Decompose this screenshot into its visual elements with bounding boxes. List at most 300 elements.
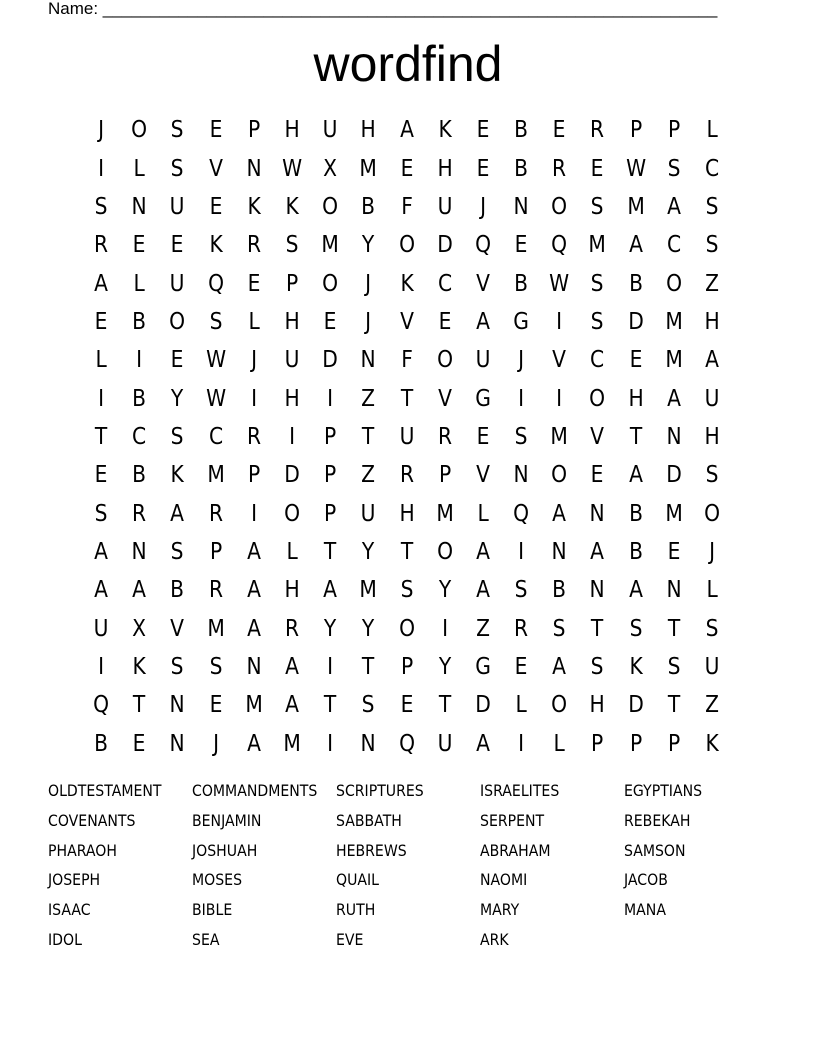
- grid-letter: I: [250, 385, 257, 412]
- grid-letter: E: [209, 193, 223, 220]
- grid-letter: R: [284, 615, 300, 642]
- grid-letter: I: [98, 653, 105, 680]
- grid-letter: R: [246, 232, 261, 259]
- grid-letter: A: [666, 385, 681, 412]
- grid-letter: I: [518, 730, 525, 757]
- word-list-item: BIBLE: [192, 900, 233, 920]
- grid-letter: B: [514, 117, 529, 144]
- grid-letter: O: [398, 615, 415, 642]
- grid-letter: B: [552, 577, 567, 604]
- grid-letter: U: [437, 193, 453, 220]
- grid-letter: R: [552, 155, 567, 182]
- grid-letter: A: [476, 308, 490, 335]
- grid-letter: H: [704, 308, 720, 335]
- grid-letter: L: [286, 538, 298, 565]
- word-list-item: OLDTESTAMENT: [48, 781, 162, 800]
- grid-letter: S: [514, 577, 528, 604]
- grid-letter: Q: [398, 730, 415, 757]
- grid-letter: S: [171, 155, 184, 182]
- grid-letter: L: [248, 308, 260, 335]
- grid-letter: N: [169, 730, 186, 757]
- grid-letter: E: [476, 423, 490, 450]
- grid-letter: I: [518, 538, 525, 565]
- grid-letter: K: [438, 117, 452, 144]
- grid-letter: E: [591, 155, 604, 182]
- grid-letter: K: [132, 653, 146, 680]
- grid-letter: A: [285, 653, 299, 680]
- grid-letter: B: [361, 193, 376, 220]
- grid-letter: S: [171, 538, 184, 565]
- grid-letter: V: [476, 462, 490, 489]
- grid-letter: J: [365, 308, 372, 335]
- grid-letter: A: [285, 692, 299, 719]
- grid-letter: M: [436, 500, 454, 527]
- grid-letter: H: [284, 577, 300, 604]
- grid-letter: M: [359, 577, 378, 604]
- grid-letter: C: [705, 155, 720, 182]
- grid-letter: J: [709, 538, 716, 565]
- grid-letter: S: [667, 155, 681, 182]
- grid-letter: E: [132, 232, 146, 259]
- grid-letter: N: [169, 692, 186, 719]
- grid-letter: B: [170, 577, 185, 604]
- grid-letter: N: [360, 347, 376, 374]
- grid-letter: N: [360, 730, 376, 757]
- grid-letter: U: [704, 385, 720, 412]
- grid-letter: S: [361, 692, 375, 719]
- grid-letter: N: [589, 577, 606, 604]
- grid-letter: A: [399, 117, 414, 144]
- grid-letter: O: [436, 347, 453, 374]
- grid-letter: N: [666, 577, 682, 604]
- word-list-item: JACOB: [624, 870, 668, 890]
- grid-letter: P: [667, 117, 681, 144]
- grid-letter: E: [591, 462, 604, 489]
- grid-letter: V: [590, 423, 605, 450]
- grid-letter: R: [514, 615, 529, 642]
- grid-letter: Y: [171, 385, 184, 412]
- grid-letter: A: [246, 538, 261, 565]
- word-list-item: JOSHUAH: [192, 840, 258, 860]
- grid-letter: A: [323, 577, 338, 604]
- grid-letter: G: [475, 385, 491, 412]
- grid-letter: I: [556, 385, 563, 412]
- grid-letter: M: [588, 232, 607, 259]
- grid-letter: V: [399, 308, 414, 335]
- grid-letter: A: [246, 577, 261, 604]
- grid-letter: E: [438, 308, 452, 335]
- grid-letter: E: [132, 730, 146, 757]
- grid-letter: Q: [551, 232, 568, 259]
- grid-letter: H: [284, 385, 300, 412]
- grid-letter: S: [94, 500, 108, 527]
- word-list-item: MARY: [480, 900, 520, 920]
- word-list-item: REBEKAH: [624, 810, 691, 830]
- grid-letter: H: [628, 385, 644, 412]
- grid-letter: A: [94, 270, 109, 297]
- grid-letter: J: [98, 117, 105, 144]
- grid-letter: C: [590, 347, 605, 374]
- grid-letter: Y: [438, 577, 451, 604]
- grid-letter: E: [476, 117, 490, 144]
- grid-letter: I: [250, 500, 257, 527]
- grid-letter: B: [132, 385, 147, 412]
- grid-letter: B: [94, 730, 109, 757]
- word-list-item: JOSEPH: [48, 870, 101, 890]
- grid-letter: E: [629, 347, 643, 374]
- grid-letter: Q: [93, 692, 110, 719]
- word-list-item: HEBREWS: [336, 840, 407, 860]
- grid-letter: L: [133, 270, 145, 297]
- grid-letter: L: [706, 117, 718, 144]
- grid-letter: K: [285, 193, 299, 220]
- grid-letter: Z: [361, 462, 376, 489]
- grid-letter: M: [245, 692, 263, 719]
- grid-letter: N: [131, 538, 147, 565]
- grid-letter: Z: [705, 270, 720, 297]
- grid-letter: I: [327, 653, 334, 680]
- grid-letter: V: [208, 155, 223, 182]
- grid-letter: R: [437, 423, 452, 450]
- grid-letter: H: [398, 500, 415, 527]
- word-list-item: SAMSON: [624, 840, 686, 860]
- grid-letter: D: [627, 692, 644, 719]
- grid-letter: S: [285, 232, 299, 259]
- grid-letter: T: [94, 423, 108, 450]
- grid-letter: U: [475, 347, 491, 374]
- grid-letter: O: [665, 270, 682, 297]
- grid-letter: Y: [362, 232, 375, 259]
- grid-letter: L: [515, 692, 527, 719]
- grid-letter: U: [322, 117, 338, 144]
- grid-letter: S: [705, 232, 719, 259]
- grid-letter: Z: [476, 615, 490, 642]
- grid-letter: O: [284, 500, 300, 527]
- grid-letter: S: [209, 308, 223, 335]
- grid-letter: S: [591, 270, 604, 297]
- grid-letter: W: [549, 270, 570, 297]
- grid-letter: T: [324, 692, 337, 719]
- grid-letter: T: [362, 653, 375, 680]
- grid-letter: M: [665, 308, 683, 335]
- grid-letter: I: [327, 730, 334, 757]
- grid-letter: T: [438, 692, 451, 719]
- page-title: wordfind: [313, 36, 503, 92]
- grid-letter: O: [322, 193, 339, 220]
- grid-letter: N: [246, 653, 262, 680]
- grid-letter: X: [132, 615, 147, 642]
- grid-letter: P: [324, 500, 337, 527]
- grid-letter: D: [284, 462, 300, 489]
- grid-letter: H: [360, 117, 377, 144]
- grid-letter: X: [323, 155, 338, 182]
- grid-letter: W: [205, 385, 226, 412]
- grid-letter: N: [131, 193, 147, 220]
- grid-letter: A: [552, 500, 567, 527]
- grid-letter: E: [209, 117, 223, 144]
- grid-letter: T: [324, 538, 337, 565]
- grid-letter: Y: [438, 653, 451, 680]
- grid-letter: F: [400, 347, 413, 374]
- grid-letter: A: [246, 615, 261, 642]
- grid-letter: W: [282, 155, 303, 182]
- grid-letter: O: [551, 193, 568, 220]
- grid-letter: S: [209, 653, 223, 680]
- grid-letter: I: [289, 423, 296, 450]
- word-list: [48, 778, 768, 957]
- word-list-item: SABBATH: [336, 810, 402, 830]
- grid-letter: A: [94, 577, 109, 604]
- grid-letter: A: [628, 232, 643, 259]
- grid-letter: L: [553, 730, 565, 757]
- grid-letter: D: [475, 692, 491, 719]
- grid-letter: I: [136, 347, 143, 374]
- grid-letter: E: [323, 308, 337, 335]
- grid-letter: Y: [362, 615, 375, 642]
- grid-letter: P: [247, 462, 260, 489]
- grid-letter: O: [131, 117, 148, 144]
- grid-letter: A: [94, 538, 109, 565]
- grid-letter: D: [322, 347, 339, 374]
- name-field-line: Name: _________________________________________________________________: [48, 0, 718, 18]
- grid-letter: S: [705, 615, 719, 642]
- grid-letter: M: [665, 500, 683, 527]
- grid-letter: V: [476, 270, 490, 297]
- grid-letter: V: [552, 347, 567, 374]
- grid-letter: J: [365, 270, 372, 297]
- letter-grid: [82, 111, 731, 763]
- grid-letter: P: [629, 730, 642, 757]
- grid-letter: T: [400, 385, 413, 412]
- grid-letter: P: [667, 730, 681, 757]
- grid-letter: J: [518, 347, 525, 374]
- grid-letter: F: [400, 193, 413, 220]
- grid-letter: R: [246, 423, 261, 450]
- grid-letter: S: [400, 577, 414, 604]
- grid-letter: R: [208, 500, 223, 527]
- grid-letter: E: [94, 462, 108, 489]
- grid-letter: R: [94, 232, 109, 259]
- word-list-item: EGYPTIANS: [624, 781, 703, 800]
- grid-letter: B: [132, 462, 147, 489]
- grid-letter: L: [477, 500, 489, 527]
- grid-letter: S: [171, 423, 184, 450]
- grid-letter: M: [206, 462, 225, 489]
- grid-letter: A: [476, 730, 490, 757]
- word-list-item: COMMANDMENTS: [192, 781, 318, 800]
- grid-letter: J: [212, 730, 219, 757]
- grid-letter: J: [250, 347, 257, 374]
- grid-letter: R: [132, 500, 147, 527]
- grid-letter: A: [590, 538, 605, 565]
- grid-letter: B: [628, 538, 643, 565]
- grid-letter: A: [628, 462, 643, 489]
- grid-letter: U: [170, 193, 185, 220]
- grid-letter: O: [589, 385, 606, 412]
- word-list-item: SCRIPTURES: [336, 781, 424, 800]
- grid-letter: I: [98, 155, 105, 182]
- grid-letter: S: [667, 653, 681, 680]
- grid-letter: K: [399, 270, 414, 297]
- grid-letter: K: [247, 193, 261, 220]
- grid-letter: P: [247, 117, 260, 144]
- grid-letter: E: [667, 538, 681, 565]
- grid-letter: S: [705, 462, 719, 489]
- grid-letter: S: [514, 423, 528, 450]
- grid-letter: U: [170, 270, 185, 297]
- grid-letter: B: [132, 308, 147, 335]
- grid-letter: R: [208, 577, 223, 604]
- grid-letter: S: [591, 193, 604, 220]
- grid-letter: S: [705, 193, 719, 220]
- grid-letter: O: [322, 270, 339, 297]
- grid-letter: H: [704, 423, 720, 450]
- word-list-item: COVENANTS: [48, 810, 136, 830]
- grid-letter: N: [666, 423, 682, 450]
- grid-letter: N: [246, 155, 262, 182]
- word-list-item: ABRAHAM: [480, 840, 551, 860]
- grid-letter: E: [514, 653, 528, 680]
- grid-letter: Z: [361, 385, 376, 412]
- grid-letter: A: [552, 653, 567, 680]
- word-list-item: SERPENT: [480, 810, 545, 830]
- grid-letter: S: [94, 193, 108, 220]
- word-list-item: QUAIL: [336, 870, 380, 890]
- grid-letter: S: [552, 615, 566, 642]
- grid-letter: K: [170, 462, 185, 489]
- grid-letter: A: [132, 577, 147, 604]
- grid-letter: M: [206, 615, 225, 642]
- grid-letter: O: [169, 308, 186, 335]
- grid-letter: R: [590, 117, 605, 144]
- grid-letter: N: [513, 193, 529, 220]
- word-list-item: ISAAC: [48, 900, 91, 920]
- grid-letter: E: [171, 347, 184, 374]
- grid-letter: M: [665, 347, 683, 374]
- grid-letter: V: [170, 615, 185, 642]
- grid-letter: C: [132, 423, 147, 450]
- word-list-item: MOSES: [192, 870, 243, 890]
- word-list-item: BENJAMIN: [192, 810, 262, 830]
- grid-letter: W: [205, 347, 226, 374]
- grid-letter: L: [133, 155, 145, 182]
- grid-letter: M: [321, 232, 339, 259]
- grid-letter: T: [400, 538, 413, 565]
- grid-letter: I: [98, 385, 105, 412]
- grid-letter: J: [479, 193, 486, 220]
- grid-letter: E: [247, 270, 261, 297]
- grid-letter: P: [438, 462, 451, 489]
- grid-letter: E: [400, 155, 413, 182]
- grid-letter: K: [705, 730, 719, 757]
- grid-letter: N: [551, 538, 567, 565]
- grid-letter: U: [399, 423, 415, 450]
- grid-letter: E: [476, 155, 490, 182]
- grid-letter: H: [284, 308, 300, 335]
- grid-letter: D: [627, 308, 644, 335]
- grid-letter: S: [591, 308, 604, 335]
- grid-letter: A: [170, 500, 185, 527]
- grid-letter: T: [133, 692, 146, 719]
- grid-letter: B: [628, 270, 643, 297]
- grid-letter: E: [552, 117, 566, 144]
- grid-letter: B: [514, 270, 529, 297]
- grid-letter: M: [283, 730, 301, 757]
- grid-letter: P: [400, 653, 413, 680]
- grid-letter: E: [209, 692, 223, 719]
- grid-letter: S: [629, 615, 643, 642]
- grid-letter: A: [705, 347, 720, 374]
- grid-letter: C: [666, 232, 681, 259]
- grid-letter: H: [589, 692, 606, 719]
- grid-letter: L: [95, 347, 107, 374]
- grid-letter: Q: [513, 500, 530, 527]
- grid-letter: E: [171, 232, 184, 259]
- grid-letter: I: [556, 308, 563, 335]
- word-list-item: PHARAOH: [48, 840, 117, 860]
- grid-letter: T: [667, 692, 681, 719]
- grid-letter: G: [475, 653, 491, 680]
- grid-letter: H: [437, 155, 453, 182]
- grid-letter: A: [628, 577, 643, 604]
- grid-letter: I: [518, 385, 525, 412]
- grid-letter: Q: [474, 232, 491, 259]
- grid-letter: U: [284, 347, 300, 374]
- grid-letter: T: [362, 423, 375, 450]
- grid-letter: A: [666, 193, 681, 220]
- grid-letter: W: [625, 155, 646, 182]
- grid-letter: P: [324, 423, 337, 450]
- word-list-item: IDOL: [48, 929, 82, 949]
- grid-letter: T: [629, 423, 642, 450]
- grid-letter: K: [629, 653, 643, 680]
- grid-letter: Y: [324, 615, 337, 642]
- grid-letter: O: [436, 538, 453, 565]
- grid-letter: Y: [362, 538, 375, 565]
- grid-letter: V: [437, 385, 452, 412]
- grid-letter: U: [437, 730, 453, 757]
- grid-letter: U: [360, 500, 376, 527]
- grid-letter: A: [476, 538, 490, 565]
- grid-letter: G: [513, 308, 529, 335]
- word-list-item: MANA: [624, 900, 666, 920]
- word-list-item: ARK: [480, 929, 509, 949]
- grid-letter: N: [513, 462, 529, 489]
- grid-letter: P: [591, 730, 604, 757]
- word-list-item: RUTH: [336, 900, 376, 920]
- grid-letter: M: [626, 193, 645, 220]
- grid-letter: T: [667, 615, 681, 642]
- grid-letter: O: [704, 500, 721, 527]
- word-list-item: NAOMI: [480, 870, 528, 890]
- grid-letter: O: [398, 232, 415, 259]
- grid-letter: U: [704, 653, 720, 680]
- grid-letter: A: [476, 577, 490, 604]
- grid-letter: S: [171, 653, 184, 680]
- grid-letter: H: [284, 117, 300, 144]
- grid-letter: T: [591, 615, 604, 642]
- grid-letter: M: [550, 423, 569, 450]
- grid-letter: E: [400, 692, 413, 719]
- grid-letter: C: [437, 270, 452, 297]
- grid-letter: A: [246, 730, 261, 757]
- grid-letter: D: [436, 232, 453, 259]
- grid-letter: S: [591, 653, 604, 680]
- grid-letter: P: [285, 270, 299, 297]
- grid-letter: U: [93, 615, 109, 642]
- grid-letter: I: [327, 385, 334, 412]
- grid-letter: E: [94, 308, 108, 335]
